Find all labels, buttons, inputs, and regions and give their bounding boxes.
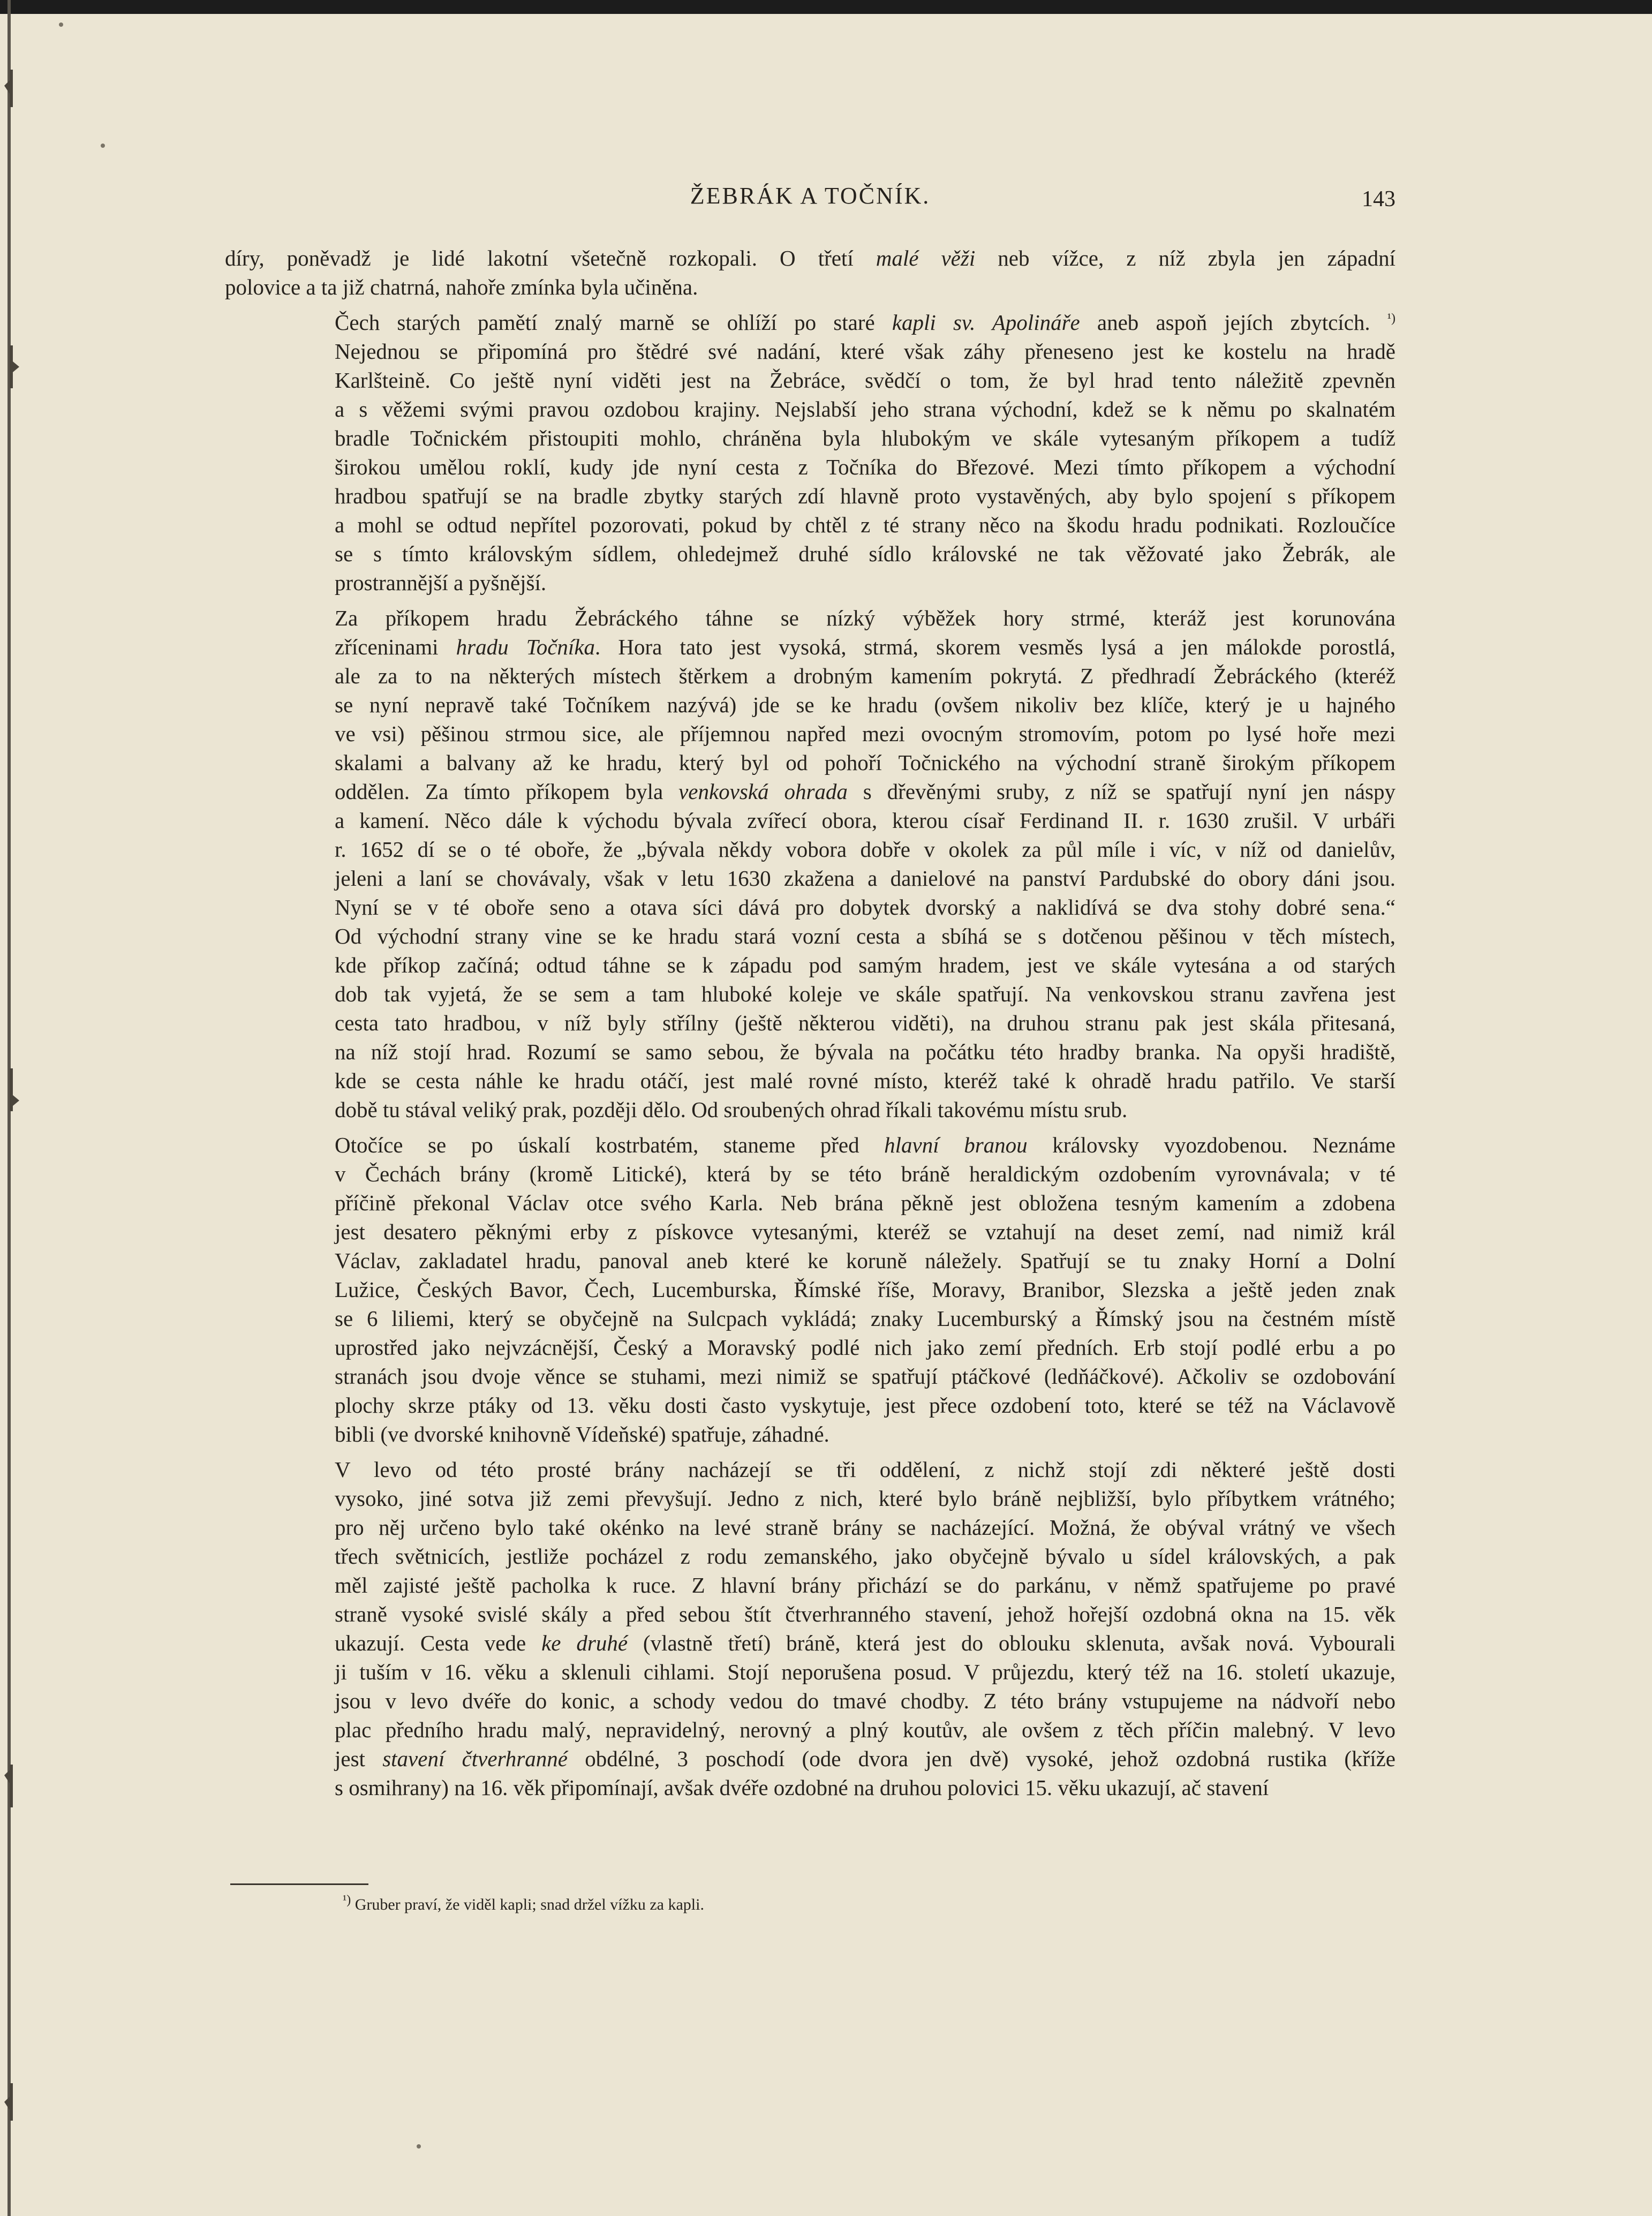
text-run: oddělen. Za tímto příkopem byla [335,779,679,804]
text-run: Nejednou se připomíná pro štědré své nadání, které však záhy přeneseno jest ke kostelu na hradě [335,339,1395,364]
binding-mark [0,2078,21,2126]
text-line [225,1484,1395,1513]
text-run: . Hora tato jest vysoká, strmá, skorem vesměs lysá a jen málokde porostlá, [595,635,1395,659]
text-run: s osmihrany) na 16. věk připomínají, avšak dvéře ozdobné na druhou polovici 15. věku ukazují, ač stavení [335,1775,1269,1800]
text-run: na níž stojí hrad. Rozumí se samo sebou, že bývala na počátku této hradby branka. Na opyši hradiště, [335,1039,1395,1064]
paragraph [225,604,1395,1124]
page-header [225,182,1395,225]
text-run: r. 1652 dí se o té oboře, že „bývala někdy vobora dobře v okolek za půl míle i víc, v níž od danielův, [335,837,1395,862]
text-run: a s věžemi svými pravou ozdobou krajiny. Nejslabší jeho strana východní, kdež se k němu po skalnatém [335,397,1395,421]
text-line [225,1391,1395,1420]
footnote [343,1894,1360,1916]
text-run: díry, poněvadž je lidé lakotní všetečně rozkopali. O třetí [225,246,876,270]
italic-term: malé věži [876,246,976,270]
text-line [225,244,1395,273]
footnote-rule [230,1883,368,1885]
text-run: příčině překonal Václav otce svého Karla. Neb brána pěkně jest obložena tesným kamením a zdobena [335,1190,1395,1215]
italic-term: kapli sv. Apolináře [892,310,1080,335]
text-line [225,661,1395,690]
text-line [225,481,1395,510]
text-run: cesta tato hradbou, v níž byly střílny (ještě některou viděti), na druhou stranu pak jest skála přitesaná, [335,1011,1395,1035]
text-line [225,1333,1395,1362]
text-line [225,604,1395,632]
paper-speck [59,22,63,27]
text-line [225,510,1395,539]
text-line [225,893,1395,922]
text-line [225,1362,1395,1391]
text-run: Od východní strany vine se ke hradu stará vozní cesta a sbíhá se s dotčenou pěšinou v těch místech, [335,924,1395,948]
text-run: jsou v levo dvéře do konic, a schody vedou do tmavé chodby. Z této brány vstupujeme na nádvoří nebo [335,1689,1395,1713]
text-run: měl zajisté ještě pacholka k ruce. Z hlavní brány přichází se do parkánu, v němž spatřujeme po pravé [335,1573,1395,1597]
text-line [225,395,1395,424]
text-run: Za příkopem hradu Žebráckého táhne se nízký výběžek hory strmé, kteráž jest korunována [335,606,1395,630]
binding-mark [0,1066,21,1114]
text-line [225,308,1395,337]
text-line [225,1600,1395,1629]
text-run: plochy skrze ptáky od 13. věku dosti často vyskytuje, jest přece ozdobení toto, které se též na Václavově [335,1393,1395,1418]
text-run: Lužice, Českých Bavor, Čech, Lucemburska, Římské říše, Moravy, Branibor, Slezska a ještě jeden znak [335,1277,1395,1302]
text-line [225,1188,1395,1217]
text-run: v Čechách brány (kromě Litické), která by se této bráně heraldickým ozdobením vyrovnávala; v té [335,1162,1395,1186]
text-run: s dřevěnými sruby, z níž se spatřují nyní jen náspy [847,779,1395,804]
text-run: dob tak vyjetá, že se sem a tam hluboké koleje ve skále spatřují. Na venkovskou stranu zavřena jest [335,982,1395,1006]
binding-mark [0,343,21,391]
text-run: kde příkop začíná; odtud táhne se k západu pod samým hradem, jest ve skále vytesána a od starých [335,953,1395,977]
text-line [225,1773,1395,1802]
text-run: bibli (ve dvorské knihovně Vídeňské) spatřuje, záhadné. [335,1422,829,1446]
paper-speck [101,144,105,148]
text-run: polovice a ta již chatrná, nahoře zmínka byla učiněna. [225,275,698,299]
text-line [225,719,1395,748]
text-run: se s tímto královským sídlem, ohledejmež druhé sídlo královské ne tak věžovaté jako Žebrák, ale [335,541,1395,566]
text-line [225,1217,1395,1246]
text-run: širokou umělou roklí, kudy jde nyní cesta z Točníka do Březové. Mezi tímto příkopem a východní [335,455,1395,479]
text-run: jest desatero pěknými erby z pískovce vytesanými, kteréž se vztahují na deset zemí, nad nimiž král [335,1219,1395,1244]
text-line [225,1629,1395,1657]
text-line [225,1744,1395,1773]
paragraph [225,244,1395,302]
scan-top-border [0,0,1652,14]
text-line [225,1037,1395,1066]
text-line [225,1159,1395,1188]
italic-term: venkovská ohrada [678,779,848,804]
text-run: ale za to na některých místech štěrkem a drobným kamením pokrytá. Z předhradí Žebráckého (kteréž [335,664,1395,688]
italic-term: ke druhé [541,1631,628,1655]
text-run: Čech starých pamětí znalý marně se ohlíží po staré [335,310,892,335]
text-line [225,1066,1395,1095]
text-run: V levo od této prosté brány nacházejí se tři oddělení, z nichž stojí zdi některé ještě dosti [335,1457,1395,1482]
text-run: době tu stával veliký prak, později dělo. Od sroubených ohrad říkali takovému místu srub. [335,1097,1128,1122]
text-run: pro něj určeno bylo také okénko na levé straně brány se nacházející. Možná, že obýval vrátný ve všech [335,1515,1395,1540]
text-run: obdélné, 3 poschodí (ode dvora jen dvě) vysoké, jehož ozdobná rustika (kříže [567,1746,1395,1771]
footnote-ref: ¹) [1387,311,1395,326]
text-run: se 6 liliemi, který se obyčejně na Sulcpach vykládá; znaky Lucemburský a Římský jsou na čestném místě [335,1306,1395,1331]
italic-term: hradu Točníka [456,635,595,659]
text-run: skalami a balvany až ke hradu, který byl od pohoří Točnického na východní straně širokým příkopem [335,750,1395,775]
binding-mark [0,1762,21,1810]
text-run: se nyní nepravě také Točníkem nazývá) jde se ke hradu (ovšem nikoliv bez klíče, který je u hajného [335,692,1395,717]
text-line [225,951,1395,979]
text-line [225,453,1395,481]
footnote-marker: ¹) [343,1893,351,1907]
text-run: Karlšteině. Co ještě nyní viděti jest na Žebráce, svědčí o tom, že byl hrad tento náležitě zpevněn [335,368,1395,393]
text-line [225,1455,1395,1484]
text-run: a mohl se odtud nepřítel pozorovati, pokud by chtěl z té strany něco na škodu hradu podnikati. Rozloučíce [335,512,1395,537]
text-line [225,1095,1395,1124]
paragraph [225,308,1395,597]
text-run: plac předního hradu malý, nepravidelný, nerovný a plný koutův, ale ovšem z těch příčin malebný. V levo [335,1717,1395,1742]
italic-term: hlavní branou [884,1133,1028,1157]
text-line [225,1008,1395,1037]
text-run: (vlastně třetí) bráně, která jest do oblouku sklenuta, avšak nová. Vybourali [628,1631,1396,1655]
text-line [225,424,1395,453]
text-line [225,1246,1395,1275]
text-line [225,777,1395,806]
text-line [225,748,1395,777]
text-run: jeleni a laní se chovávaly, však v letu 1630 zkažena a danielové na panství Pardubské do obory dáni jsou. [335,866,1395,891]
text-line [225,1571,1395,1600]
text-line [225,1686,1395,1715]
text-line [225,1542,1395,1571]
text-line [225,1715,1395,1744]
text-line [225,366,1395,395]
text-line [225,690,1395,719]
footnote-text: Gruber praví, že viděl kapli; snad držel vížku za kapli. [351,1896,704,1913]
binding-mark [0,64,21,112]
text-line [225,1513,1395,1542]
body-text [225,244,1395,1802]
text-run: třech světnicích, jestliže pocházel z rodu zemanského, jako obyčejně bývalo u sídel královských, a pak [335,1544,1395,1569]
text-line [225,979,1395,1008]
text-run: aneb aspoň jejích zbytcích. [1080,310,1387,335]
text-line [225,1275,1395,1304]
text-line [225,1657,1395,1686]
text-run: zříceninami [335,635,456,659]
text-run: uprostřed jako nejvzácnější, Český a Moravský podlé nich jako zemí předních. Erb stojí podlé erbu a po [335,1335,1395,1360]
text-run: Nyní se v té oboře seno a otava síci dává pro dobytek dvorský a naklidívá se dva stohy dobré sena.“ [335,895,1395,919]
text-line [225,632,1395,661]
text-run: královsky vyozdobenou. Neznáme [1027,1133,1396,1157]
text-line [225,273,1395,302]
text-run: Otočíce se po úskalí kostrbatém, staneme před [335,1133,885,1157]
text-line [225,539,1395,568]
text-line [225,835,1395,864]
text-run: prostrannější a pyšnější. [335,570,547,595]
paragraph [225,1130,1395,1449]
text-line [225,1420,1395,1449]
text-run: vysoko, jiné sotva již zemi převyšují. Jedno z nich, které bylo bráně nejbližší, bylo příbytkem vrátného; [335,1486,1395,1511]
text-run: kde se cesta náhle ke hradu otáčí, jest malé rovné místo, kteréž také k ohradě hradu patřilo. Ve starší [335,1068,1395,1093]
text-line [225,1130,1395,1159]
text-run: ve vsi) pěšinou strmou sice, ale příjemnou napřed mezi ovocným stromovím, potom po lysé hoře mezi [335,721,1395,746]
text-line [225,922,1395,951]
paragraph [225,1455,1395,1802]
text-run: neb vížce, z níž zbyla jen západní [975,246,1395,270]
running-title: ŽEBRÁK A TOČNÍK. [690,183,931,209]
text-run: ukazují. Cesta vede [335,1631,542,1655]
text-run: ji tuším v 16. věku a sklenuli cihlami. Stojí neporušena posud. V průjezdu, který též na 16. století ukazuje, [335,1660,1395,1684]
text-run: straně vysoké svislé skály a před sebou štít čtverhranného stavení, jehož hořejší ozdobná okna na 15. věk [335,1602,1395,1626]
text-run: hradbou spatřují se na bradle zbytky starých zdí hlavně proto vystavěných, aby bylo spojení s příkopem [335,484,1395,508]
text-run: stranách jsou dvoje věnce se stuhami, mezi nimiž se spatřují ptáčkové (ledňáčkové). Ačkoliv se ozdobování [335,1364,1395,1389]
text-run: a kamení. Něco dále k východu bývala zvířecí obora, kterou císař Ferdinand II. r. 1630 zrušil. V urbáři [335,808,1395,833]
text-run: jest [335,1746,383,1771]
italic-term: stavení čtverhranné [382,1746,568,1771]
text-line [225,337,1395,366]
page-number: 143 [1362,187,1395,212]
text-line [225,1304,1395,1333]
text-run: Václav, zakladatel hradu, panoval aneb které ke koruně náležely. Spatřují se tu znaky Horní a Dolní [335,1248,1395,1273]
text-line [225,864,1395,893]
text-line [225,806,1395,835]
text-line [225,568,1395,597]
text-run: bradle Točnickém přistoupiti mohlo, chráněna byla hlubokým ve skále vytesaným příkopem a tudíž [335,426,1395,450]
paper-speck [417,2144,421,2149]
